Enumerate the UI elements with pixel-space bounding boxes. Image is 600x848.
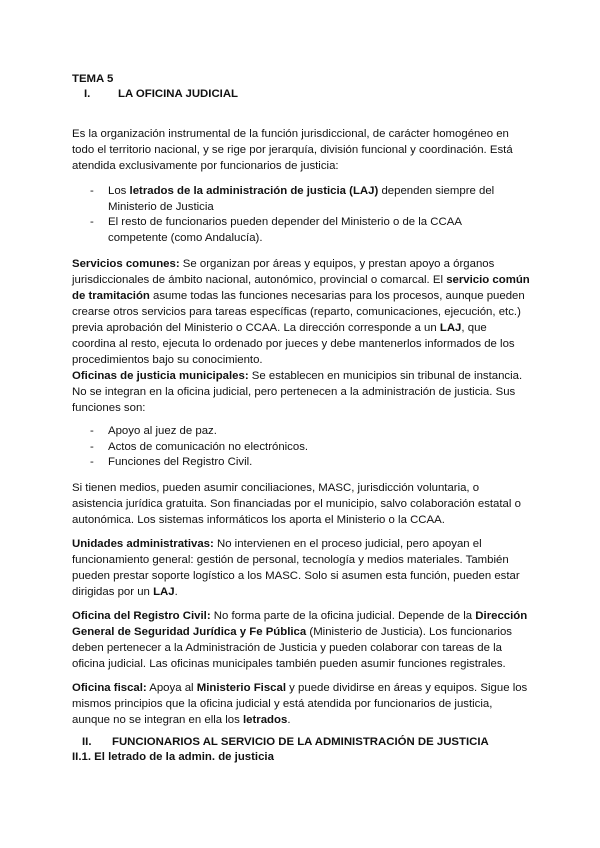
subsection-heading: II.1. El letrado de la admin. de justicia (72, 751, 274, 763)
intro-paragraph: Es la organización instrumental de la función jurisdiccional, de carácter homogéneo en todo el territorio nacional, y se rige por jerarquía, división funcional y coordinación. Está atendida exclusivamente por funcionarios de justicia: (72, 128, 513, 172)
paragraph-label: Oficina fiscal: (72, 682, 147, 694)
servicios-comunes-paragraph (72, 256, 532, 368)
oficina-fiscal-paragraph (72, 680, 532, 728)
paragraph-text: Apoya al (146, 682, 197, 694)
section-heading-2 (72, 736, 489, 748)
paragraph-text: y puede dividirse en áreas y equipos. Sigue los mismos principios que la oficina judicial y está atendida por funcionarios de justicia, aunque no se integran en ella los (72, 682, 528, 726)
section-number: I. (84, 88, 91, 100)
paragraph-text: . (174, 586, 178, 598)
funciones-list (88, 424, 518, 471)
item-text: dependen siempre del Ministerio de Justicia (108, 185, 495, 213)
list-item: - Apoyo al juez de paz. (88, 424, 518, 440)
municipales-note-paragraph: Si tienen medios, pueden asumir conciliaciones, MASC, jurisdicción voluntaria, o asistencia jurídica gratuita. Son financiadas por el municipio, salvo colaboración estatal o autonómica. Los sistemas informáticos los aporta el Ministerio o la CCAA. (72, 482, 521, 526)
item-text: Los (108, 185, 130, 197)
registro-civil-paragraph (72, 608, 532, 672)
section-heading-1 (72, 88, 238, 100)
section-number: II. (82, 736, 92, 748)
list-item: - El resto de funcionarios pueden depender del Ministerio o de la CCAA competente (como Andalucía). (88, 215, 518, 246)
paragraph-label: Servicios comunes: (72, 258, 180, 270)
paragraph-text: (Ministerio de Justicia). Los funcionarios deben pertenecer a la Administración de Justicia y pueden colaborar con tareas de la oficina judicial. Las oficinas municipales también pueden asumir funciones registrales. (72, 626, 512, 670)
paragraph-text: Se organizan por áreas y equipos, y prestan apoyo a órganos jurisdiccionales de ámbito nacional, autonómico, provincial o comarcal. El (72, 258, 495, 286)
section-title: FUNCIONARIOS AL SERVICIO DE LA ADMINISTRACIÓN DE JUSTICIA (112, 736, 489, 748)
paragraph-text: No forma parte de la oficina judicial. Depende de la (210, 610, 476, 622)
list-item: - Funciones del Registro Civil. (88, 455, 518, 471)
paragraph-bold-text: Dirección General de Seguridad Jurídica y Fe Pública (72, 610, 528, 638)
paragraph-text: No intervienen en el proceso judicial, pero apoyan el funcionamiento general: gestión de personal, tecnología y medios materiales. También pueden prestar soporte logístico a los MASC. Solo si asumen esta función, pueden estar dirigidas por un (72, 538, 520, 598)
section-title: LA OFICINA JUDICIAL (118, 88, 239, 100)
paragraph-label: Unidades administrativas: (72, 538, 214, 550)
paragraph-text: , que coordina al resto, ejecuta lo ordenado por jueces y debe mantenerlos informados de los procedimientos bajo su conocimiento. (72, 322, 515, 366)
list-item (88, 184, 518, 215)
paragraph-bold-text: LAJ (439, 322, 462, 334)
intro-list (88, 184, 518, 246)
topic-heading: TEMA 5 (72, 73, 114, 85)
paragraph-text: . (287, 714, 291, 726)
list-item: - Actos de comunicación no electrónicos. (88, 440, 518, 456)
paragraph-text: asume todas las funciones necesarias para los procesos, aunque pueden crearse otros servicios para tareas específicas (reparto, comunicaciones, ejecución, etc.) previa aprobación del Ministerio o CCAA. La dirección corresponde a un (72, 290, 525, 334)
paragraph-label: Oficinas de justicia municipales: (72, 370, 249, 382)
oficinas-municipales-paragraph (72, 368, 532, 416)
item-bold-text: letrados de la administración de justicia (LAJ) (129, 185, 379, 197)
paragraph-label: Oficina del Registro Civil: (72, 610, 211, 622)
paragraph-bold-text: servicio común de tramitación (72, 274, 530, 302)
paragraph-text: Se establecen en municipios sin tribunal de instancia. No se integran en la oficina judicial, pero pertenecen a la administración de justicia. Sus funciones son: (72, 370, 523, 414)
unidades-paragraph (72, 536, 532, 600)
paragraph-bold-text: LAJ (153, 586, 175, 598)
paragraph-bold-text: Ministerio Fiscal (196, 682, 286, 694)
paragraph-bold-text: letrados (243, 714, 288, 726)
